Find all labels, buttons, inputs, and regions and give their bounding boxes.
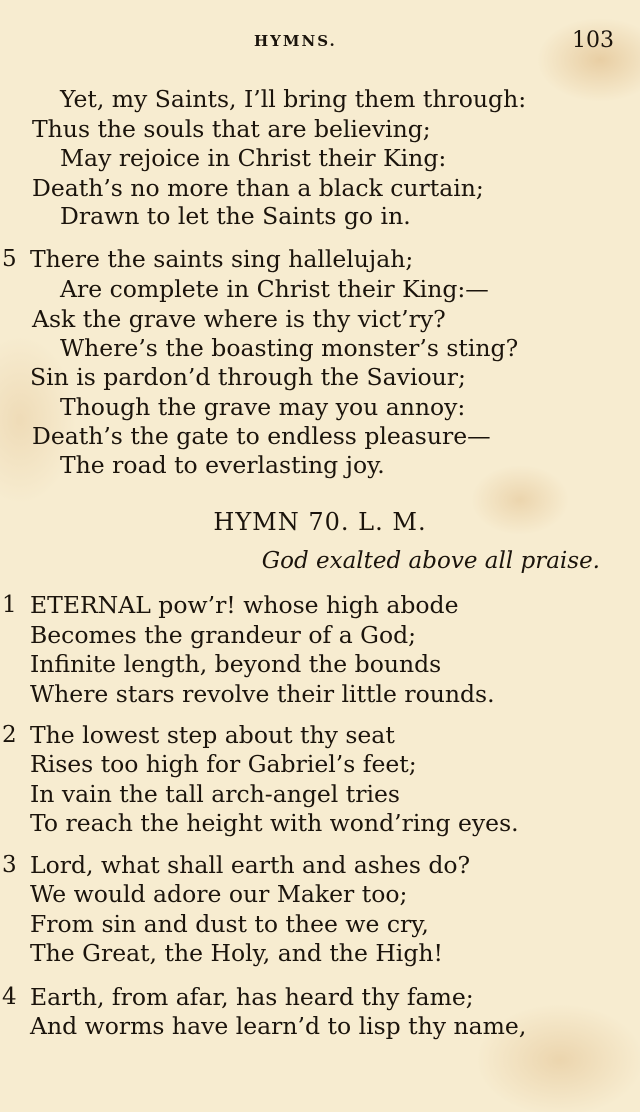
verse-line: Thus the souls that are believing; xyxy=(32,115,431,143)
verse-line: Though the grave may you annoy: xyxy=(60,393,466,421)
verse-line: From sin and dust to thee we cry, xyxy=(30,910,429,938)
page-header xyxy=(0,28,640,58)
verse-line: There the saints sing hallelujah; xyxy=(30,245,414,273)
page-number: 103 xyxy=(572,28,614,53)
verse-line: Sin is pardon’d through the Saviour; xyxy=(30,363,466,391)
verse-line: Ask the grave where is thy vict’ry? xyxy=(32,305,446,333)
stanza-number: 4 xyxy=(2,984,17,1010)
running-head: HYMNS. xyxy=(254,32,337,50)
verse-line: Infinite length, beyond the bounds xyxy=(30,650,442,678)
verse-line: The road to everlasting joy. xyxy=(60,451,385,479)
verse-line: Death’s no more than a black curtain; xyxy=(32,174,484,202)
hymn-subtitle: God exalted above all praise. xyxy=(261,548,600,574)
verse-line: In vain the tall arch-angel tries xyxy=(30,780,400,808)
verse-line: Yet, my Saints, I’ll bring them through: xyxy=(60,85,527,113)
verse-line: To reach the height with wond’ring eyes. xyxy=(30,809,519,837)
verse-line: Earth, from afar, has heard thy fame; xyxy=(30,983,474,1011)
verse-line: We would adore our Maker too; xyxy=(30,880,408,908)
verse-line: Drawn to let the Saints go in. xyxy=(60,202,411,230)
stanza-number: 1 xyxy=(2,592,17,618)
verse-line: The lowest step about thy seat xyxy=(30,721,395,749)
verse-line: Lord, what shall earth and ashes do? xyxy=(30,851,471,879)
verse-line: Where stars revolve their little rounds. xyxy=(30,680,495,708)
verse-line: Death’s the gate to endless pleasure— xyxy=(32,422,491,450)
verse-line: ETERNAL pow’r! whose high abode xyxy=(30,591,459,619)
stanza-number: 2 xyxy=(2,722,17,748)
verse-line: Where’s the boasting monster’s sting? xyxy=(60,334,519,362)
verse-line: Becomes the grandeur of a God; xyxy=(30,621,417,649)
stanza-number: 3 xyxy=(2,852,17,878)
hymn-title: HYMN 70. L. M. xyxy=(213,508,427,536)
verse-line: May rejoice in Christ their King: xyxy=(60,144,447,172)
verse-line: The Great, the Holy, and the High! xyxy=(30,939,443,967)
verse-line: And worms have learn’d to lisp thy name, xyxy=(30,1012,527,1040)
verse-line: Rises too high for Gabriel’s feet; xyxy=(30,750,417,778)
stanza-number: 5 xyxy=(2,246,17,272)
verse-line: Are complete in Christ their King:— xyxy=(60,275,489,303)
